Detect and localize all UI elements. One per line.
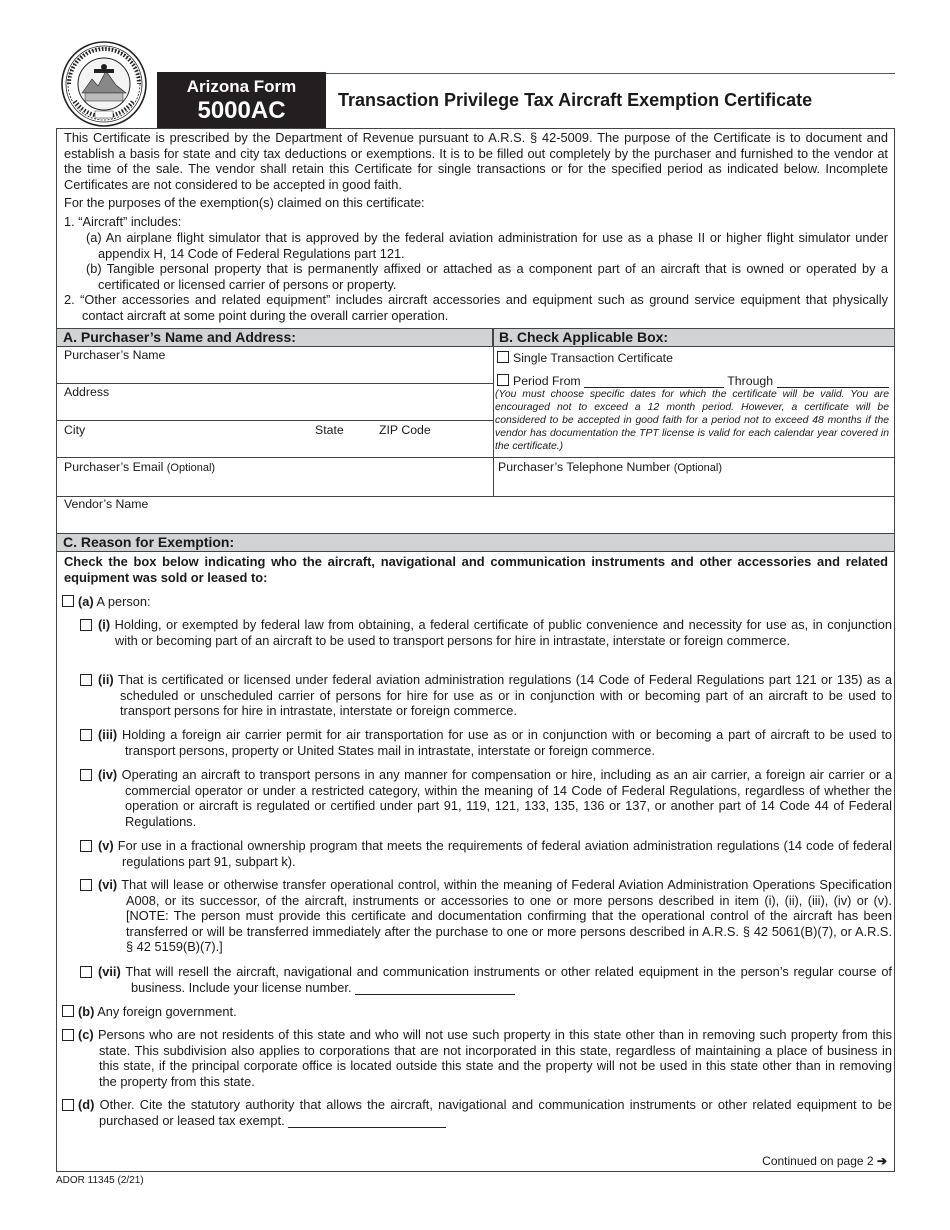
item-text: That will lease or otherwise transfer operational control, within the meaning of Federal Aviation Administration Operations Specification A008, or its successor, of the aircraft, instruments or accessories to one or more persons described in item (i), (ii), (iii), (iv) or (v). [NOTE: The person must provide this certificate and documentation confirming that the operational control of the aircraft has been transferred or will be transferred immediately after the purchase to one or more persons described in A.R.S. § 42 5061(B)(7), or A.R.S. § 42 5159(B)(7).] bbox=[121, 877, 892, 954]
definition-1a: (a) An airplane flight simulator that is approved by the federal aviation administration for use as a phase II or higher flight simulator under appendix H, 14 Code of Federal Regulations part 121. bbox=[86, 230, 888, 261]
item-label: (vi) bbox=[98, 877, 118, 892]
period-note: (You must choose specific dates for which the certificate will be valid. You are encouraged not to exceed a 12 month period. However, a certificate will be considered to be accepted in good faith for a period not to exceed 48 months if the vendor has documentation the TPT license is valid for each calendar year covered in the certificate.) bbox=[495, 389, 889, 452]
section-c-instruction: Check the box below indicating who the aircraft, navigational and communication instruments and other accessories and related equipment was sold or leased to: bbox=[64, 554, 888, 585]
option-a-iii[interactable] bbox=[80, 727, 892, 758]
option-b[interactable] bbox=[62, 1004, 237, 1019]
optional-note: (Optional) bbox=[166, 462, 216, 474]
phone-label-text: Purchaser’s Telephone Number bbox=[498, 460, 671, 474]
checkbox[interactable] bbox=[80, 769, 92, 781]
checkbox[interactable] bbox=[80, 840, 92, 852]
definition-1: 1. “Aircraft” includes: bbox=[64, 214, 182, 229]
item-label: (i) bbox=[98, 617, 111, 632]
arrow-right-icon: ➔ bbox=[876, 1154, 887, 1168]
state-seal-logo bbox=[61, 41, 147, 127]
period-option[interactable] bbox=[497, 374, 889, 388]
city-state-zip-field[interactable] bbox=[57, 421, 493, 457]
checkbox[interactable] bbox=[62, 1029, 74, 1041]
checkbox[interactable] bbox=[80, 619, 92, 631]
option-d-text: Other. Cite the statutory authority that allows the aircraft, navigational and communication instruments or other related equipment to be purchased or leased tax exempt. bbox=[99, 1097, 892, 1128]
item-text: Holding, or exempted by federal law from obtaining, a federal certificate of public convenience and necessity for use as, in conjunction with or becoming part of an aircraft to be used to transport persons for hire in intrastate, interstate or foreign commerce. bbox=[114, 617, 892, 648]
option-a-v[interactable] bbox=[80, 838, 892, 869]
option-a-vi[interactable] bbox=[80, 877, 892, 955]
item-label: (iii) bbox=[98, 727, 118, 742]
checkbox[interactable] bbox=[62, 595, 74, 607]
section-a-heading: A. Purchaser’s Name and Address: bbox=[57, 329, 493, 347]
checkbox[interactable] bbox=[80, 729, 92, 741]
single-transaction-label: Single Transaction Certificate bbox=[513, 351, 673, 365]
option-a[interactable] bbox=[62, 594, 151, 609]
option-a-label: (a) bbox=[78, 594, 94, 609]
option-b-label: (b) bbox=[78, 1004, 95, 1019]
definition-2: 2. “Other accessories and related equipment” includes aircraft accessories and equipment such as ground service equipment that physically contact aircraft at some point during the overall carrier operation. bbox=[64, 292, 888, 323]
option-a-iv[interactable] bbox=[80, 767, 892, 829]
form-number-box bbox=[157, 72, 326, 128]
checkbox[interactable] bbox=[80, 879, 92, 891]
continued-text: Continued on page 2 bbox=[762, 1154, 874, 1168]
purchaser-name-label: Purchaser’s Name bbox=[64, 348, 166, 362]
license-number-field[interactable] bbox=[355, 983, 515, 995]
form-code: ADOR 11345 (2/21) bbox=[56, 1175, 144, 1186]
item-text: That will resell the aircraft, navigational and communication instruments or other related equipment in the person’s regular course of business. Include your license number. bbox=[125, 964, 892, 995]
vendor-name-label: Vendor’s Name bbox=[64, 497, 149, 511]
checkbox[interactable] bbox=[80, 674, 92, 686]
option-b-text: Any foreign government. bbox=[97, 1004, 237, 1019]
address-field[interactable] bbox=[57, 384, 493, 420]
section-b-heading: B. Check Applicable Box: bbox=[493, 329, 894, 347]
certificate-frame bbox=[56, 128, 895, 1172]
checkbox[interactable] bbox=[62, 1099, 74, 1111]
option-c-label: (c) bbox=[78, 1027, 94, 1042]
option-d-label: (d) bbox=[78, 1097, 95, 1112]
option-d[interactable] bbox=[62, 1097, 892, 1128]
city-label: City bbox=[64, 423, 86, 437]
vendor-name-field[interactable] bbox=[57, 497, 894, 533]
purchaser-name-field[interactable] bbox=[57, 347, 493, 383]
through-field[interactable] bbox=[777, 376, 889, 388]
option-a-vii[interactable] bbox=[80, 964, 892, 995]
item-label: (ii) bbox=[98, 672, 114, 687]
intro-purpose: For the purposes of the exemption(s) claimed on this certificate: bbox=[64, 195, 425, 210]
item-label: (v) bbox=[98, 838, 114, 853]
form-number: 5000AC bbox=[197, 97, 286, 124]
section-c-heading: C. Reason for Exemption: bbox=[57, 534, 894, 552]
header-rule bbox=[326, 73, 895, 74]
through-label: Through bbox=[727, 374, 774, 388]
option-a-i[interactable] bbox=[80, 617, 892, 648]
option-a-ii[interactable] bbox=[80, 672, 892, 719]
item-label: (vii) bbox=[98, 964, 121, 979]
page-title: Transaction Privilege Tax Aircraft Exemption Certificate bbox=[338, 90, 813, 110]
item-text: Holding a foreign air carrier permit for air transportation for use as or in conjunction with or becoming a part of aircraft to be used to transport persons, property or United States mail in intrastate, interstate or foreign commerce. bbox=[122, 727, 892, 758]
definition-1b: (b) Tangible personal property that is permanently affixed or attached as a component part of an aircraft that is owned or operated by a certificated or licensed carrier of persons or property. bbox=[86, 261, 888, 292]
optional-note: (Optional) bbox=[673, 462, 722, 474]
checkbox[interactable] bbox=[497, 374, 509, 386]
item-label: (iv) bbox=[98, 767, 118, 782]
option-c[interactable] bbox=[62, 1027, 892, 1089]
purchaser-phone-field[interactable] bbox=[494, 458, 894, 496]
checkbox[interactable] bbox=[497, 351, 509, 363]
option-c-text: Persons who are not residents of this state and who will not use such property in this state other than in removing such property from this state. This subdivision also applies to corporations that are not incorporated in this state, regardless of maintaining a place of business in this state, if the principal corporate office is located outside this state and the property will not be used in this state other than in removing the property from this state. bbox=[97, 1027, 893, 1089]
form-label: Arizona Form bbox=[186, 77, 297, 96]
item-text: That is certificated or licensed under federal aviation administration regulations (14 Code of Federal Regulations part 121 or 135) as a scheduled or unscheduled carrier of persons for hire for use as or in conjunction with or becoming part of an aircraft to be used to transport persons for hire in intrastate, interstate or foreign commerce. bbox=[117, 672, 893, 718]
checkbox[interactable] bbox=[80, 966, 92, 978]
address-label: Address bbox=[64, 385, 110, 399]
statutory-authority-field[interactable] bbox=[288, 1116, 446, 1128]
zip-code-label: ZIP Code bbox=[379, 423, 431, 437]
single-transaction-option[interactable] bbox=[497, 351, 673, 365]
purchaser-email-field[interactable] bbox=[57, 458, 493, 496]
period-from-label: Period From bbox=[513, 374, 581, 388]
intro-paragraph: This Certificate is prescribed by the Department of Revenue pursuant to A.R.S. § 42-5009. The purpose of the Certificate is to document and establish a basis for state and city tax deductions or exemptions. It is to be filled out completely by the purchaser and furnished to the vendor at the time of the sale. The vendor shall retain this Certificate for single transactions or for the specified period as indicated below. Incomplete Certificates are not considered to be accepted in good faith. bbox=[64, 130, 888, 192]
period-from-field[interactable] bbox=[584, 376, 724, 388]
state-label: State bbox=[315, 423, 344, 437]
item-text: Operating an aircraft to transport persons in any manner for compensation or hire, including as an air carrier, a foreign air carrier or a commercial operator or under a restricted category, within the meaning of 14 Code of Federal Regulations, regardless of whether the operation or aircraft is regulated or certified under part 91, 119, 121, 133, 135, 136 or 137, or another part of 14 Code 44 of Federal Regulations. bbox=[121, 767, 892, 829]
checkbox[interactable] bbox=[62, 1005, 74, 1017]
option-a-text: A person: bbox=[96, 594, 151, 609]
email-label-text: Purchaser’s Email bbox=[64, 460, 164, 474]
item-text: For use in a fractional ownership program that meets the requirements of federal aviation administration regulations (14 code of federal regulations part 91, subpart k). bbox=[117, 838, 892, 869]
continued-note bbox=[762, 1154, 887, 1168]
